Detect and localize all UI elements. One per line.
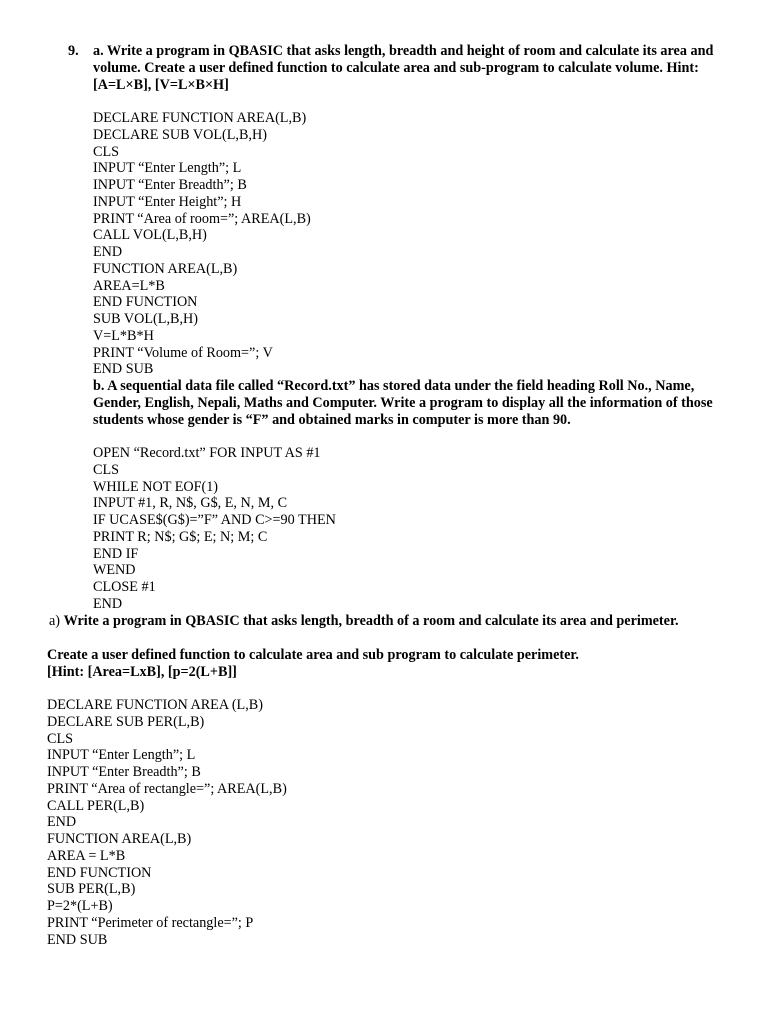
- code-line: END SUB: [93, 361, 154, 378]
- hint-line: [Hint: [Area=LxB], [p=2(L+B]]: [47, 663, 237, 680]
- code-line: END: [93, 595, 123, 612]
- instruction-line: Create a user defined function to calculate area and sub program to calculate perimeter.: [47, 647, 579, 663]
- code-line: SUB PER(L,B): [47, 881, 136, 898]
- code-line: FUNCTION AREA(L,B): [93, 260, 238, 277]
- code-line: END FUNCTION: [47, 864, 152, 881]
- code-line: DECLARE SUB PER(L,B): [47, 713, 205, 730]
- second-code-block: [47, 697, 287, 948]
- code-line: END FUNCTION: [93, 294, 198, 311]
- code-line: END IF: [93, 545, 139, 562]
- question-number: 9.: [68, 43, 79, 59]
- code-line: INPUT “Enter Length”; L: [47, 747, 196, 764]
- code-line: DECLARE FUNCTION AREA(L,B): [93, 110, 307, 126]
- code-line: IF UCASE$(G$)=”F” AND C>=90 THEN: [93, 512, 336, 528]
- code-line: PRINT “Perimeter of rectangle=”; P: [47, 914, 254, 931]
- code-line: AREA=L*B: [93, 277, 165, 294]
- code-line: PRINT R; N$; G$; E; N; M; C: [93, 528, 268, 545]
- code-line: V=L*B*H: [93, 327, 154, 344]
- code-line: AREA = L*B: [47, 847, 126, 864]
- code-line: END: [93, 244, 123, 260]
- code-line: INPUT “Enter Length”; L: [93, 160, 242, 177]
- code-line: PRINT “Area of rectangle=”; AREA(L,B): [47, 780, 287, 797]
- code-line: INPUT #1, R, N$, G$, E, N, M, C: [93, 495, 288, 512]
- code-line: P=2*(L+B): [47, 898, 113, 914]
- part-a-code-block: [93, 110, 311, 378]
- code-line: FUNCTION AREA(L,B): [47, 831, 192, 847]
- code-line: PRINT “Volume of Room=”; V: [93, 344, 273, 361]
- second-question-heading: [49, 613, 729, 630]
- code-line: INPUT “Enter Height”; H: [93, 193, 242, 210]
- second-question-instructions: [47, 647, 747, 681]
- part-b-code-block: [93, 445, 336, 613]
- code-line: CALL PER(L,B): [47, 797, 145, 814]
- code-line: INPUT “Enter Breadth”; B: [93, 177, 247, 193]
- code-line: OPEN “Record.txt” FOR INPUT AS #1: [93, 445, 321, 461]
- question-part-b-text: b. A sequential data file called “Record.txt” has stored data under the field heading Roll No., Name, Gender, English, Nepali, Maths and Computer. Write a program to display all the information of those students whose gender is “F” and obtained marks in computer is more than 90.: [93, 378, 713, 428]
- code-line: DECLARE SUB VOL(L,B,H): [93, 126, 267, 143]
- code-line: CLS: [93, 143, 120, 160]
- code-line: CLOSE #1: [93, 579, 156, 595]
- code-line: WHILE NOT EOF(1): [93, 478, 219, 495]
- code-line: CLS: [47, 730, 74, 747]
- code-line: DECLARE FUNCTION AREA (L,B): [47, 697, 263, 713]
- code-line: WEND: [93, 562, 136, 579]
- code-line: END SUB: [47, 931, 108, 948]
- code-line: PRINT “Area of room=”; AREA(L,B): [93, 210, 311, 227]
- second-question-label: a): [49, 613, 61, 629]
- code-line: SUB VOL(L,B,H): [93, 311, 198, 327]
- code-line: CLS: [93, 461, 120, 478]
- question-part-a-text: a. Write a program in QBASIC that asks length, breadth and height of room and calculate its area and volume. Create a user defined function to calculate area and sub-program to calculate volume. Hint: [A=L×B], [V=L×B×H]: [93, 43, 714, 93]
- second-question-text: Write a program in QBASIC that asks length, breadth of a room and calculate its area and perimeter.: [63, 613, 679, 629]
- code-line: END: [47, 814, 77, 831]
- code-line: INPUT “Enter Breadth”; B: [47, 764, 201, 780]
- code-line: CALL VOL(L,B,H): [93, 227, 207, 244]
